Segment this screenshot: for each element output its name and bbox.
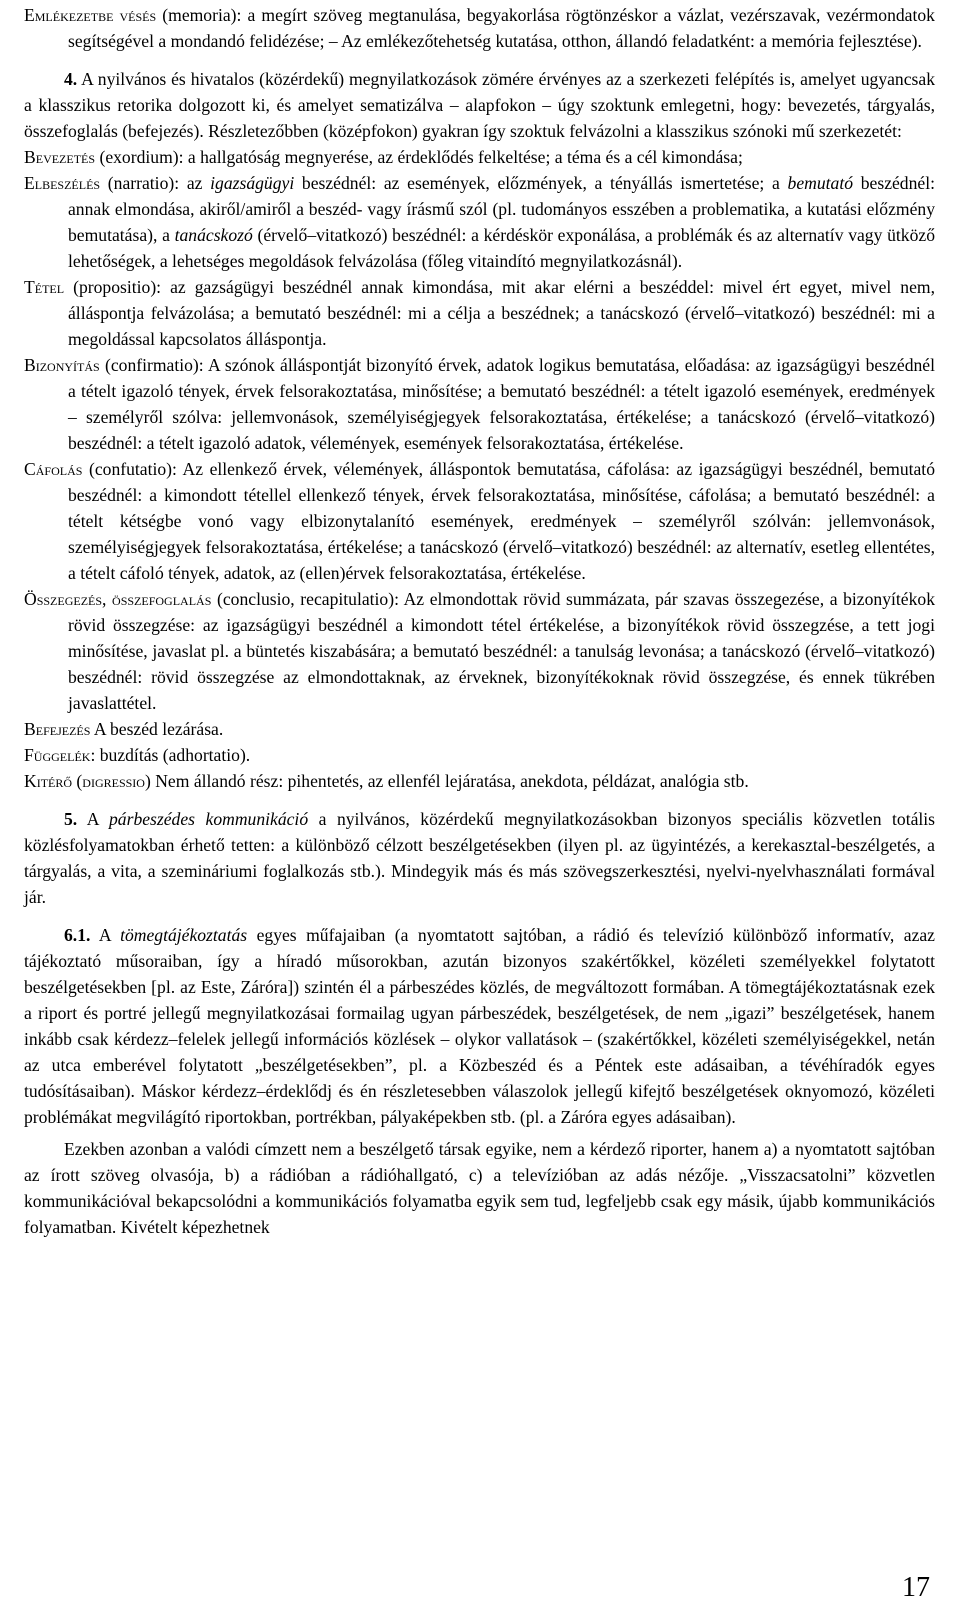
structure-list — [24, 144, 935, 794]
term: Bizonyítás — [24, 355, 100, 375]
list-item-befejezes: Befejezés A beszéd lezárása. — [24, 719, 224, 739]
term: Függelék: — [24, 745, 96, 765]
closing-paragraph: Ezekben azonban a valódi címzett nem a beszélgető társak egyike, nem a kérdező riporter, hanem a) a nyomtatott sajtóban az írott szöveg olvasója, b) a rádióban a rádióhallgató, c) a televízióban az adás nézője. „Visszacsatolni” közvetlen kommunikációval bekapcsolódni a kommunikációs folyamatba egyik sem tud, legfeljebb csak egy másik, újabb kommunikációs folyamatban. Kivételt képezhetnek — [24, 1139, 935, 1237]
section-4-paragraph — [24, 66, 935, 144]
list-item-bevezetes: Bevezetés (exordium): a hallgatóság megnyerése, az érdeklődés felkeltése; a téma és a cél kimondása; — [24, 147, 743, 167]
list-item-bizonyitas: Bizonyítás (confirmatio): A szónok álláspontját bizonyító érvek, adatok logikus bemutatása, előadása: az igazságügyi beszédnél a tételt igazoló tények, érvek felsorakoztatása, minősítése; a bemutató beszédnél: a tételt igazoló események, eredmények – személyről szólva: jellemvonások, személyiségjegyek felsorakoztatása, értékelése; a tanácskozó (érvelő–vitatkozó) beszédnél: a tételt igazoló adatok, vélemények, események felsorakoztatása, értékelése. — [24, 355, 935, 453]
list-item-tetel: Tétel (propositio): az gazságügyi beszédnél annak kimondása, mit akar elérni a beszéddel: mivel ért egyet, mivel nem, álláspontja felvázolása; a bemutató beszédnél: mi a célja a beszédnek; a tanácskozó (érvelő–vitatkozó) beszédnél: mi a megoldással kapcsolatos álláspontja. — [24, 277, 935, 349]
section-6-1-paragraph: 6.1. A tömegtájékoztatás egyes műfajaiban (a nyomtatott sajtóban, a rádió és televízió különböző informatív, azaz tájékoztató műsoraiban, így a híradó műsorokban, azután bizonyos szakértőkkel, közéleti személyekkel folytatott beszélgetésekben [pl. az Este, Záróra]) szintén él a párbeszédes közlés, de megváltozott formában. A tömegtájékoztatásnak ezek a riport és portré jellegű megnyilatkozásai formailag ugyan párbeszédek, beszélgetések, de nem „igazi” beszélgetések, hanem inkább csak kérdezz–felelek jellegű információs közlések – olykor vallatások – (szakértőkkel, közéleti személyiségekkel, netán az utca emberével folytatott „beszélgetésekben”, pl. a Közbeszéd és a Péntek este adásaiban, a tévéhíradók egyes tudósításaiban). Máskor kérdezz–érdeklődj és én részletesebben válaszolok jellegű kifejtő beszélgetések oknyomozó, közéleti problémákat megvilágító riportokban, portrékban, pályaképekben stb. (pl. a Zárórа egyes adásaiban). — [24, 925, 935, 1127]
list-item-elbeszeles: Elbeszélés (narratio): az igazságügyi beszédnél: az események, előzmények, a tényállás ismertetése; a bemutató beszédnél: annak elmondása, akiről/amiről a beszéd- vagy írásmű szól (pl. tudományos esszében a problematika, a kutatási előzmény bemutatása), a tanácskozó (érvelő–vitatkozó) beszédnél: a kérdéskör exponálása, a problémák és az alternatív vagy ütköző lehetőségek, a lehetséges megoldások felvázolása (főleg vitaindító megnyilatkozásnál). — [24, 173, 935, 271]
page-number: 17 — [902, 1572, 930, 1603]
term: Kitérő (digressio) — [24, 771, 151, 791]
memoria-text: (memoria): a megírt szöveg megtanulása, begyakorlása rögtönzéskor a vázlat, vezérszavak, vezérmondatok segítségével a mondandó felidézése; – Az emlékezőtehetség kutatása, otthon, állandó feladatként: a memória fejlesztése). — [68, 5, 935, 51]
list-item-osszegezes: Összegezés, összefoglalás (conclusio, recapitulatio): Az elmondottak rövid summázata, pár szavas összegezése, a bizonyítékok rövid összegzése: az igazságügyi beszédnél a kimondott tétel értékelése, a bizonyítékok rövid összegzése, a tett jogi minősítése, javaslat pl. a büntetés kiszabására; a bemutató beszédnél: a tanulság levonása; a tanácskozó (érvelő–vitatkozó) beszédnél: rövid összegzése az elmondottaknak, az érveknek, bizonyítékoknak rövid összegzése, és ennek tükrében javaslattétel. — [24, 589, 935, 713]
section-5-number: 5. — [64, 809, 78, 829]
memoria-paragraph — [24, 2, 935, 54]
term: Elbeszélés — [24, 173, 101, 193]
section-4-number: 4. — [64, 69, 78, 89]
term: Tétel — [24, 277, 65, 297]
section-5-paragraph: 5. A párbeszédes kommunikáció a nyilvános, közérdekű megnyilatkozásokban bizonyos speciális közvetlen totális közlésfolyamatokban érhető tetten: a különböző célzott beszélgetésekben (ilyen pl. az ügyintézés, a kerekasztal-beszélgetés, a tárgyalás, a vita, a szemináriumi foglalkozás stb.). Mindegyik más és más szövegszerkesztési, nyelvi-nyelvhasználati formával jár. — [24, 809, 936, 907]
term: Cáfolás — [24, 459, 83, 479]
term-memoria: Emlékezetbe vésés — [24, 5, 157, 25]
list-item-cafolas: Cáfolás (confutatio): Az ellenkező érvek, vélemények, álláspontok bemutatása, cáfolása: az igazságügyi beszédnél, bemutató beszédnél: a kimondott tétellel ellenkező tények, érvek felsorakoztatása, minősítése, cáfolása; a bemutató beszédnél: a tételt kétségbe vonó vagy elbizonytalanító események, eredmények – személyről szólván: jellemvonások, személyiségjegyek felsorakoztatása, értékelése; a tanácskozó (érvelő–vitatkozó) beszédnél: az alternatív, esetleg ellentétes, a tételt cáfoló tények, adatok, az (ellen)érvek felsorakoztatása, értékelése. — [24, 459, 935, 583]
list-item-fuggelek: Függelék: buzdítás (adhortatio). — [24, 745, 251, 765]
term: Bevezetés — [24, 147, 96, 167]
document-body — [24, 2, 935, 1240]
term: Befejezés — [24, 719, 91, 739]
section-4-text: A nyilvános és hivatalos (közérdekű) megnyilatkozások zömére érvényes az a szerkezeti felépítés is, amelyet ugyancsak a klasszikus retorika dolgozott ki, és amelyet sematizálva – alapfokon – úgy szoktunk emlegetni, hogy: bevezetés, tárgyalás, összefoglalás (befejezés). Részletezőbben (középfokon) gyakran így szoktuk felvázolni a klasszikus szónoki mű szerkezetét: — [24, 69, 935, 141]
section-6-1-number: 6.1. — [64, 925, 91, 945]
list-item-kitero: Kitérő (digressio) Nem állandó rész: pihentetés, az ellenfél lejáratása, anekdota, példázat, analógia stb. — [24, 771, 749, 791]
term: Összegezés, összefoglalás — [24, 589, 212, 609]
